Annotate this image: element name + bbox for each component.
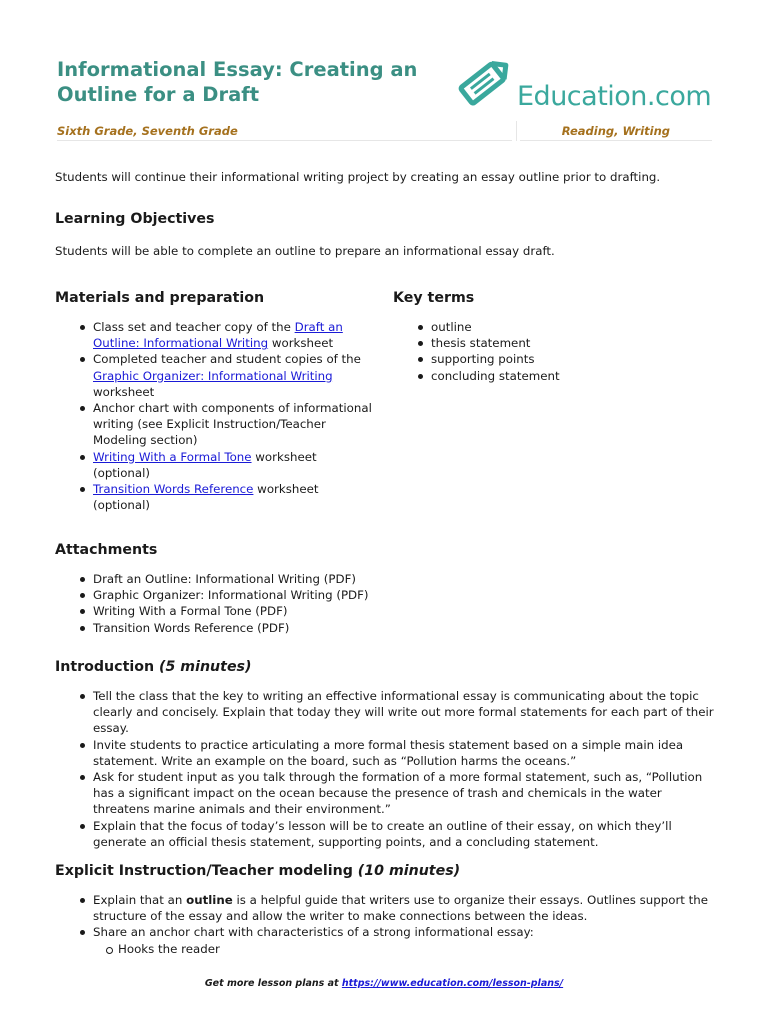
learning-objectives-text: Students will be able to complete an outline to prepare an informational essay draft. xyxy=(55,244,555,258)
divider xyxy=(57,140,512,141)
item-text: Completed teacher and student copies of the xyxy=(93,352,361,367)
list-item: Writing With a Formal Tone (PDF) xyxy=(93,603,493,619)
grade-levels: Sixth Grade, Seventh Grade xyxy=(57,124,238,138)
list-item xyxy=(93,737,733,769)
item-text: clearly and concisely. Explain that today they will write out more formal statements for each part of their xyxy=(93,705,714,720)
item-text: structure of the essay and allow the writer to make connections between the ideas. xyxy=(93,909,588,924)
sub-list-item: Hooks the reader xyxy=(93,941,733,957)
divider xyxy=(520,140,712,141)
item-text: Ask for student input as you talk through the formation of a more formal statement, such as, “Pollution xyxy=(93,770,703,785)
attachments-heading: Attachments xyxy=(55,542,158,558)
list-item: Share an anchor chart with characteristics of a strong informational essay: xyxy=(93,924,733,940)
list-item: Draft an Outline: Informational Writing (PDF) xyxy=(93,571,493,587)
explicit-instruction-heading xyxy=(55,862,460,880)
list-item: Transition Words Reference (PDF) xyxy=(93,620,493,636)
learning-objectives-heading: Learning Objectives xyxy=(55,211,215,227)
title-line-2: Outline for a Draft xyxy=(57,82,260,106)
item-text: Tell the class that the key to writing an effective informational essay is communicating about the topic xyxy=(93,689,699,703)
item-text: Class set and teacher copy of the xyxy=(93,320,295,334)
key-terms-list xyxy=(431,319,721,384)
list-item xyxy=(93,351,383,400)
heading-time: (10 minutes) xyxy=(357,863,461,879)
item-text: Explain that an xyxy=(93,893,187,907)
list-item xyxy=(93,400,383,449)
draft-outline-link[interactable]: Outline: Informational Writing xyxy=(93,336,269,351)
list-item xyxy=(93,688,733,737)
footer-text: Get more lesson plans at xyxy=(204,978,342,989)
item-text: Invite students to practice articulating a more formal thesis statement based on a simple main idea xyxy=(93,737,684,752)
introduction-list xyxy=(93,688,733,850)
list-item xyxy=(93,892,733,924)
graphic-organizer-link[interactable]: Graphic Organizer: Informational Writing xyxy=(93,368,333,383)
list-item xyxy=(93,449,383,481)
education-com-logo[interactable] xyxy=(455,56,715,112)
item-text: essay. xyxy=(93,721,129,736)
transition-words-link[interactable]: Transition Words Reference xyxy=(93,482,254,497)
logo-text: Education.com xyxy=(517,81,712,112)
heading-time: (5 minutes) xyxy=(159,659,252,675)
list-item xyxy=(93,319,383,351)
materials-heading: Materials and preparation xyxy=(55,290,265,306)
list-item: concluding statement xyxy=(431,368,721,384)
list-item xyxy=(93,818,733,850)
item-text: (optional) xyxy=(93,498,151,513)
item-text: generate an official thesis statement, supporting points, and a concluding statement. xyxy=(93,834,599,849)
item-text: threatens marine animals and their environment.” xyxy=(93,802,391,817)
list-item: thesis statement xyxy=(431,335,721,351)
draft-outline-link[interactable]: Draft an xyxy=(294,320,343,334)
introduction-heading xyxy=(55,658,252,676)
lesson-plans-link[interactable]: https://www.education.com/lesson-plans/ xyxy=(341,978,564,989)
item-text: has a significant impact on the ocean because the presence of trash and chemicals in the water xyxy=(93,786,662,801)
item-text: Explain that the focus of today’s lesson will be to create an outline of their essay, on which they’ll xyxy=(93,818,672,833)
list-item: supporting points xyxy=(431,351,721,367)
heading-text: Explicit Instruction/Teacher modeling xyxy=(55,863,358,879)
divider xyxy=(516,121,517,141)
attachments-list xyxy=(93,571,493,636)
explicit-instruction-list xyxy=(93,892,733,957)
list-item: outline xyxy=(431,319,721,335)
page-title xyxy=(57,58,457,107)
item-text: worksheet xyxy=(251,449,317,464)
item-text: statement. Write an example on the board, such as “Pollution harms the oceans.” xyxy=(93,753,577,768)
subjects: Reading, Writing xyxy=(561,124,670,138)
pencil-logo-icon xyxy=(455,56,517,112)
formal-tone-link[interactable]: Writing With a Formal Tone xyxy=(93,449,252,464)
item-text: (optional) xyxy=(93,465,151,480)
list-item xyxy=(93,481,383,513)
footer xyxy=(0,978,768,989)
item-text: worksheet xyxy=(93,384,155,399)
item-text: worksheet xyxy=(268,336,334,351)
lesson-summary: Students will continue their informational writing project by creating an essay outline prior to drafting. xyxy=(55,170,661,184)
heading-text: Introduction xyxy=(55,659,160,675)
list-item: Graphic Organizer: Informational Writing (PDF) xyxy=(93,587,493,603)
item-text: is a helpful guide that writers use to organize their essays. Outlines support the xyxy=(232,893,709,907)
item-text: Anchor chart with components of informational xyxy=(93,401,372,416)
key-terms-heading: Key terms xyxy=(393,290,475,306)
term-outline: outline xyxy=(186,893,233,907)
materials-list xyxy=(93,319,383,513)
item-text: worksheet xyxy=(253,482,319,497)
item-text: writing (see Explicit Instruction/Teacher xyxy=(93,417,326,432)
item-text: Modeling section) xyxy=(93,433,198,448)
list-item xyxy=(93,769,733,818)
title-line-1: Informational Essay: Creating an xyxy=(57,58,418,81)
